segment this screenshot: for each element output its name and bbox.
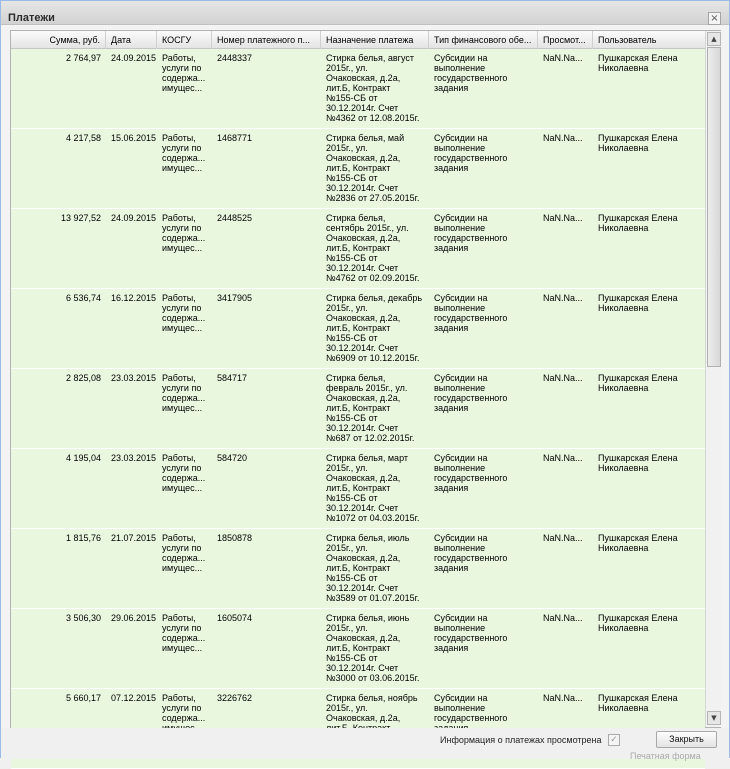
cell-finance-type: Субсидии на выполнение государственного задания [434, 613, 508, 653]
cell-amount: 2 825,08 [65, 373, 101, 383]
cell-finance-type: Субсидии на выполнение государственного задания [434, 53, 508, 93]
scroll-down-icon[interactable]: ▼ [707, 711, 721, 725]
cell-finance-type: Субсидии на выполнение государственного задания [434, 373, 508, 413]
cell-kosgu: Работы, услуги по содержа... имущес... [162, 213, 206, 253]
column-header-kosgu[interactable]: КОСГУ [157, 31, 212, 49]
vertical-scrollbar[interactable] [705, 31, 721, 727]
cell-viewed: NaN.Na... [543, 213, 583, 223]
cell-viewed: NaN.Na... [543, 53, 583, 63]
cell-finance-type: Субсидии на выполнение государственного задания [434, 293, 508, 333]
cell-payment-number: 584720 [217, 453, 248, 463]
column-header-viewed[interactable]: Просмот... [538, 31, 593, 49]
cell-date: 23.03.2015 [111, 373, 157, 383]
cell-viewed: NaN.Na... [543, 133, 583, 143]
cell-kosgu: Работы, услуги по содержа... [162, 693, 206, 723]
cell-kosgu: Работы, услуги по содержа... имущес... [162, 533, 206, 573]
cell-user: Пушкарская Елена Николаевна [598, 53, 678, 73]
grid-body [11, 49, 705, 727]
cell-amount: 4 195,04 [65, 453, 101, 463]
cell-payment-number: 3226762 [217, 693, 253, 703]
cell-viewed: NaN.Na... [543, 373, 583, 383]
cell-payment-number: 1850878 [217, 533, 253, 543]
cell-purpose: Стирка белья, декабрь 2015г., ул. Очаковская, д.2а, лит.Б, Контракт №155-СБ от 30.12.2014г. Счет №6909 от 10.12.2015г. [326, 293, 423, 363]
viewed-info-label: Информация о платежах просмотрена [440, 735, 602, 745]
cell-purpose: Стирка белья, июнь 2015г., ул. Очаковская, д.2а, лит.Б, Контракт №155-СБ от 30.12.2014г. Счет №3000 от 03.06.2015г. [326, 613, 420, 683]
cell-payment-number: 2448337 [217, 53, 253, 63]
cell-finance-type: Субсидии на выполнение государственного задания [434, 533, 508, 573]
cell-kosgu: Работы, услуги по содержа... имущес... [162, 53, 206, 93]
cell-purpose: Стирка белья, февраль 2015г., ул. Очаковская, д.2а, лит.Б, Контракт №155-СБ от 30.12.2014г. Счет №687 от 12.02.2015г. [326, 373, 415, 443]
cell-purpose: Стирка белья, март 2015г., ул. Очаковская, д.2а, лит.Б, Контракт №155-СБ от 30.12.2014г. Счет №1072 от 04.03.2015г. [326, 453, 420, 523]
table-row[interactable] [11, 449, 705, 529]
cell-amount: 3 506,30 [65, 613, 101, 623]
table-row[interactable] [11, 289, 705, 369]
cell-viewed: NaN.Na... [543, 533, 583, 543]
scrollbar-thumb[interactable] [707, 47, 721, 367]
cell-payment-number: 1468771 [217, 133, 253, 143]
cell-date: 24.09.2015 [111, 213, 157, 223]
cell-date: 07.12.2015 [111, 693, 157, 703]
table-row[interactable] [11, 129, 705, 209]
cell-user: Пушкарская Елена Николаевна [598, 613, 678, 633]
cell-finance-type: Субсидии на выполнение государственного задания [434, 453, 508, 493]
table-row[interactable] [11, 49, 705, 129]
table-row[interactable] [11, 529, 705, 609]
cell-user: Пушкарская Елена Николаевна [598, 133, 678, 153]
cell-date: 16.12.2015 [111, 293, 157, 303]
cell-amount: 13 927,52 [60, 213, 101, 223]
cell-payment-number: 1605074 [217, 613, 253, 623]
cell-kosgu: Работы, услуги по содержа... имущес... [162, 613, 206, 653]
table-row[interactable] [11, 209, 705, 289]
cell-purpose: Стирка белья, сентябрь 2015г., ул. Очаковская, д.2а, лит.Б, Контракт №155-СБ от 30.12.2014г. Счет №4762 от 02.09.2015г. [326, 213, 420, 283]
cell-finance-type: Субсидии на выполнение государственного [434, 693, 508, 723]
cell-amount: 4 217,58 [65, 133, 101, 143]
cell-viewed: NaN.Na... [543, 453, 583, 463]
column-header-purpose[interactable]: Назначение платежа [321, 31, 429, 49]
cell-date: 23.03.2015 [111, 453, 157, 463]
cell-purpose: Стирка белья, май 2015г., ул. Очаковская, д.2а, лит.Б, Контракт №155-СБ от 30.12.2014г. Счет №2836 от 27.05.2015г. [326, 133, 420, 203]
cell-payment-number: 2448525 [217, 213, 253, 223]
cell-kosgu: Работы, услуги по содержа... имущес... [162, 373, 206, 413]
cell-purpose: Стирка белья, август 2015г., ул. Очаковская, д.2а, лит.Б, Контракт №155-СБ от 30.12.2014г. Счет №4362 от 12.08.2015г. [326, 53, 420, 123]
table-row[interactable] [11, 609, 705, 689]
cell-payment-number: 3417905 [217, 293, 253, 303]
dialog-titlebar[interactable] [1, 1, 729, 25]
scroll-up-icon[interactable]: ▲ [707, 32, 721, 46]
cell-date: 15.06.2015 [111, 133, 157, 143]
cell-purpose: Стирка белья, ноябрь 2015г., ул. Очаковская, д.2а, [326, 693, 418, 723]
dialog-body [1, 25, 729, 728]
cell-kosgu: Работы, услуги по содержа... имущес... [162, 133, 206, 173]
cell-user: Пушкарская Елена Николаевна [598, 373, 678, 393]
cell-amount: 2 764,97 [65, 53, 101, 63]
column-header-date[interactable]: Дата [106, 31, 157, 49]
viewed-checkbox[interactable]: ✓ [608, 734, 620, 746]
grid-header [11, 31, 705, 49]
dialog-footer [1, 728, 729, 759]
close-icon[interactable]: × [708, 12, 721, 25]
column-header-amount[interactable]: Сумма, руб. [11, 31, 106, 49]
print-form-link: Печатная форма [630, 751, 701, 761]
cell-payment-number: 584717 [217, 373, 248, 383]
payments-grid [10, 30, 721, 728]
cell-finance-type: Субсидии на выполнение государственного задания [434, 213, 508, 253]
cell-user: Пушкарская Елена Николаевна [598, 293, 678, 313]
cell-amount: 1 815,76 [65, 533, 101, 543]
column-header-payment-number[interactable]: Номер платежного п... [212, 31, 321, 49]
cell-user: Пушкарская Елена Николаевна [598, 453, 678, 473]
column-header-finance-type[interactable]: Тип финансового обе... [429, 31, 538, 49]
cell-viewed: NaN.Na... [543, 693, 583, 703]
dialog-title: Платежи [8, 12, 55, 24]
close-button[interactable]: Закрыть [656, 731, 717, 748]
cell-amount: 5 660,17 [65, 693, 101, 703]
cell-viewed: NaN.Na... [543, 293, 583, 303]
cell-kosgu: Работы, услуги по содержа... имущес... [162, 453, 206, 493]
table-row[interactable] [11, 369, 705, 449]
cell-date: 21.07.2015 [111, 533, 157, 543]
cell-user: Пушкарская Елена Николаевна [598, 533, 678, 553]
cell-amount: 6 536,74 [65, 293, 101, 303]
cell-purpose: Стирка белья, июль 2015г., ул. Очаковская, д.2а, лит.Б, Контракт №155-СБ от 30.12.2014г. Счет №3589 от 01.07.2015г. [326, 533, 420, 603]
cell-kosgu: Работы, услуги по содержа... имущес... [162, 293, 206, 333]
column-header-user[interactable]: Пользователь [598, 35, 657, 45]
cell-date: 29.06.2015 [111, 613, 157, 623]
cell-finance-type: Субсидии на выполнение государственного задания [434, 133, 508, 173]
cell-viewed: NaN.Na... [543, 613, 583, 623]
cell-user: Пушкарская Елена Николаевна [598, 693, 678, 713]
cell-date: 24.09.2015 [111, 53, 157, 63]
cell-user: Пушкарская Елена Николаевна [598, 213, 678, 233]
